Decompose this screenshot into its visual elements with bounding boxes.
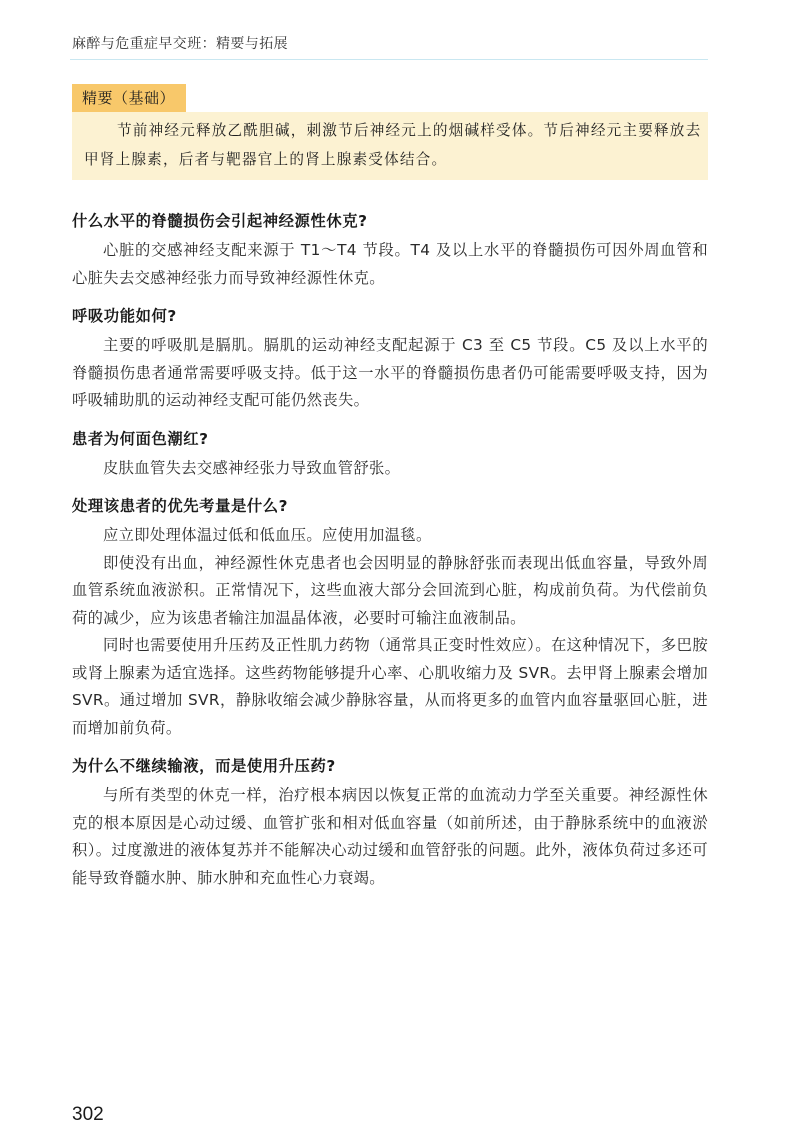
header-divider bbox=[70, 59, 708, 60]
question-heading: 患者为何面色潮红? bbox=[72, 429, 209, 448]
running-head-title: 麻醉与危重症早交班：精要与拓展 bbox=[72, 36, 288, 52]
answer-paragraph: 心脏的交感神经支配来源于 T1～T4 节段。T4 及以上水平的脊髓损伤可因外周血管和心脏失去交感神经张力而导致神经源性休克。 bbox=[72, 241, 708, 287]
page-number: 302 bbox=[72, 1104, 104, 1125]
qa-section-vasopressors bbox=[72, 751, 708, 892]
qa-section-flushing bbox=[72, 424, 708, 483]
question-heading: 处理该患者的优先考量是什么? bbox=[72, 497, 289, 515]
summary-tab-label: 精要（基础） bbox=[72, 84, 186, 112]
qa-section-spinal-level bbox=[72, 206, 708, 292]
question-heading: 什么水平的脊髓损伤会引起神经源性休克? bbox=[72, 212, 368, 230]
question-heading: 为什么不继续输液，而是使用升压药? bbox=[72, 757, 336, 775]
answer-paragraph: 皮肤血管失去交感神经张力导致血管舒张。 bbox=[103, 458, 401, 477]
answer-paragraph: 同时也需要使用升压药及正性肌力药物（通常具正变时性效应）。在这种情况下，多巴胺或肾上腺素为适宜选择。这些药物能够提升心率、心肌收缩力及 SVR。去甲肾上腺素会增加 SVR。通过增加 SVR，静脉收缩会减少静脉容量，从而将更多的血管内血容量驱回心脏，进而增加前负荷。 bbox=[72, 636, 708, 737]
answer-paragraph: 主要的呼吸肌是膈肌。膈肌的运动神经支配起源于 C3 至 C5 节段。C5 及以上水平的脊髓损伤患者通常需要呼吸支持。低于这一水平的脊髓损伤患者仍可能需要呼吸支持，因为呼吸辅助肌的运动神经支配可能仍然丧失。 bbox=[72, 336, 708, 409]
summary-text: 节前神经元释放乙酰胆碱，刺激节后神经元上的烟碱样受体。节后神经元主要释放去甲肾上腺素，后者与靶器官上的肾上腺素受体结合。 bbox=[84, 122, 702, 168]
main-content bbox=[72, 206, 708, 901]
question-heading: 呼吸功能如何? bbox=[72, 307, 177, 325]
qa-section-respiration bbox=[72, 301, 708, 415]
answer-paragraph: 应立即处理体温过低和低血压。应使用加温毯。 bbox=[103, 526, 432, 544]
answer-paragraph: 即使没有出血，神经源性休克患者也会因明显的静脉舒张而表现出低血容量，导致外周血管系统血液淤积。正常情况下，这些血液大部分会回流到心脏，构成前负荷。为代偿前负荷的减少，应为该患者输注加温晶体液，必要时可输注血液制品。 bbox=[72, 553, 708, 627]
answer-paragraph: 与所有类型的休克一样，治疗根本病因以恢复正常的血流动力学至关重要。神经源性休克的根本原因是心动过缓、血管扩张和相对低血容量（如前所述，由于静脉系统中的血液淤积）。过度激进的液体复苏并不能解决心动过缓和血管舒张的问题。此外，液体负荷过多还可能导致脊髓水肿、肺水肿和充血性心力衰竭。 bbox=[72, 786, 708, 887]
qa-section-priorities bbox=[72, 491, 708, 742]
